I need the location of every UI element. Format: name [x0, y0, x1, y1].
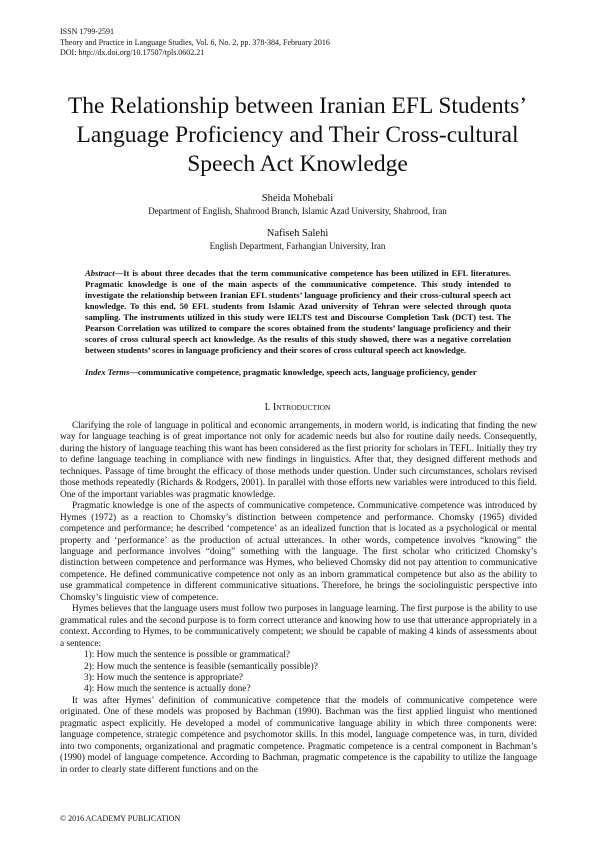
section-title: NTRODUCTION [276, 403, 331, 412]
abstract [85, 268, 511, 356]
question-item: 1): How much the sentence is possible or grammatical? [84, 650, 291, 661]
author-name: Nafiseh Salehi [266, 228, 329, 239]
copyright-footer: © 2016 ACADEMY PUBLICATION [60, 814, 181, 823]
paragraph: Clarifying the role of language in political and economic arrangements, in modern world, is indicating that finding the new way for language teaching is of great importance not only for academic needs but also for routine daily needs. Consequently, during the history of language teaching this want has been considered as the first priority for scholars in TEFL. Initially they try to define language teaching in compliance with new findings in linguistics. After that, they designed different methods and techniques. Passage of time brought the efficacy of those methods under question. Under such circumstances, scholars revised those methods repeatedly (Richards & Rodgers, 2001). In parallel with those efforts new variables were introduced to this field. One of the important variables was pragmatic knowledge. [60, 421, 537, 500]
paragraph: Pragmatic knowledge is one of the aspects of communicative competence. Communicative competence was introduced by Hymes (1972) as a reaction to Chomsky’s distinction between competence and performance. Chomsky (1965) divided competence and performance; he described ‘competence’ as an idealized function that is located as a psychological or mental property and ‘performance’ as the production of actual utterances. In other words, competence involves “knowing” the language and performance involves “doing” something with the language. The first scholar who criticized Chomsky’s distinction between competence and performance was Hymes, who believed Chomsky did not pay attention to communicative competence. He defined communicative competence not only as an inborn grammatical competence but also as the ability to use grammatical competence in different communicative situations. Therefore, he brings the sociolinguistic perspective into Chomsky’s linguistic view of competence. [60, 501, 537, 603]
body-text [60, 421, 537, 776]
issn: ISSN 1799-2591 [60, 27, 115, 36]
question-item: 4): How much the sentence is actually done? [84, 684, 251, 695]
paragraph: It was after Hymes’ definition of communicative competence that the models of communicative competence were originated. One of these models was proposed by Bachman (1990). Bachman was the first applied linguist who mentioned pragmatic aspect explicitly. He developed a model of communicative language ability in which three components were: language competence, strategic competence and psychomotor skills. In this model, language competence was, in turn, divided into two components, organizational and pragmatic competence. Pragmatic competence is a central component in Bachman’s (1990) model of language competence. According to Bachman, pragmatic competence is the capability to utilize the language in order to clearly state different functions and on the [60, 695, 537, 775]
journal-citation: Theory and Practice in Language Studies, Vol. 6, No. 2, pp. 378-384, February 2016 [60, 37, 330, 47]
title-line: Language Proficiency and Their Cross-cultural [76, 122, 519, 148]
section-number: I. I [264, 402, 277, 413]
index-terms-text: —communicative competence, pragmatic knowledge, speech acts, language proficiency, gender [129, 367, 477, 377]
abstract-text: —It is about three decades that the term communicative competence has been utilized in EFL literatures. Pragmatic knowledge is one of the main aspects of the communicative competence. This study intended to investigate the relationship between Iranian EFL students’ language proficiency and their cross-cultural speech act knowledge. To this end, 50 EFL students from Islamic Azad university of Tehran were selected through quota sampling. The instruments utilized in this study were IELTS test and Discourse Completion Task (DCT) test. The Pearson Correlation was utilized to compare the scores obtained from the students’ language proficiency and their scores of cross cultural speech act knowledge. As the results of this study showed, there was a negative correlation between students’ scores in language proficiency and their scores of cross cultural speech act knowledge. [85, 268, 511, 355]
title-line: Speech Act Knowledge [187, 151, 408, 177]
index-terms-label: Index Terms [85, 367, 130, 377]
abstract-label: Abstract [85, 268, 115, 278]
question-item: 2): How much the sentence is feasible (semantically possible)? [84, 661, 318, 672]
question-item: 3): How much the sentence is appropriate? [84, 672, 244, 683]
journal-header [60, 27, 330, 59]
author-affiliation: English Department, Farhangian University, Iran [209, 241, 386, 251]
paper-title [40, 92, 555, 179]
title-line: The Relationship between Iranian EFL Students’ [67, 93, 528, 119]
paragraph: Hymes believes that the language users must follow two purposes in language learning. The first purpose is the ability to use grammatical rules and the second purpose is to form correct utterance and knowing how to use that utterance appropriately in a context. According to Hymes, to be communicatively competent; we should be capable of making 4 kinds of assessments about a sentence: [60, 604, 537, 649]
author-affiliation: Department of English, Shahrood Branch, Islamic Azad University, Shahrood, Iran [148, 206, 447, 216]
doi-link[interactable]: DOI: http://dx.doi.org/10.17507/tpls.0602.21 [60, 48, 205, 57]
index-terms [85, 367, 525, 377]
section-heading [0, 402, 595, 413]
author-name: Sheida Mohebali [261, 193, 334, 204]
